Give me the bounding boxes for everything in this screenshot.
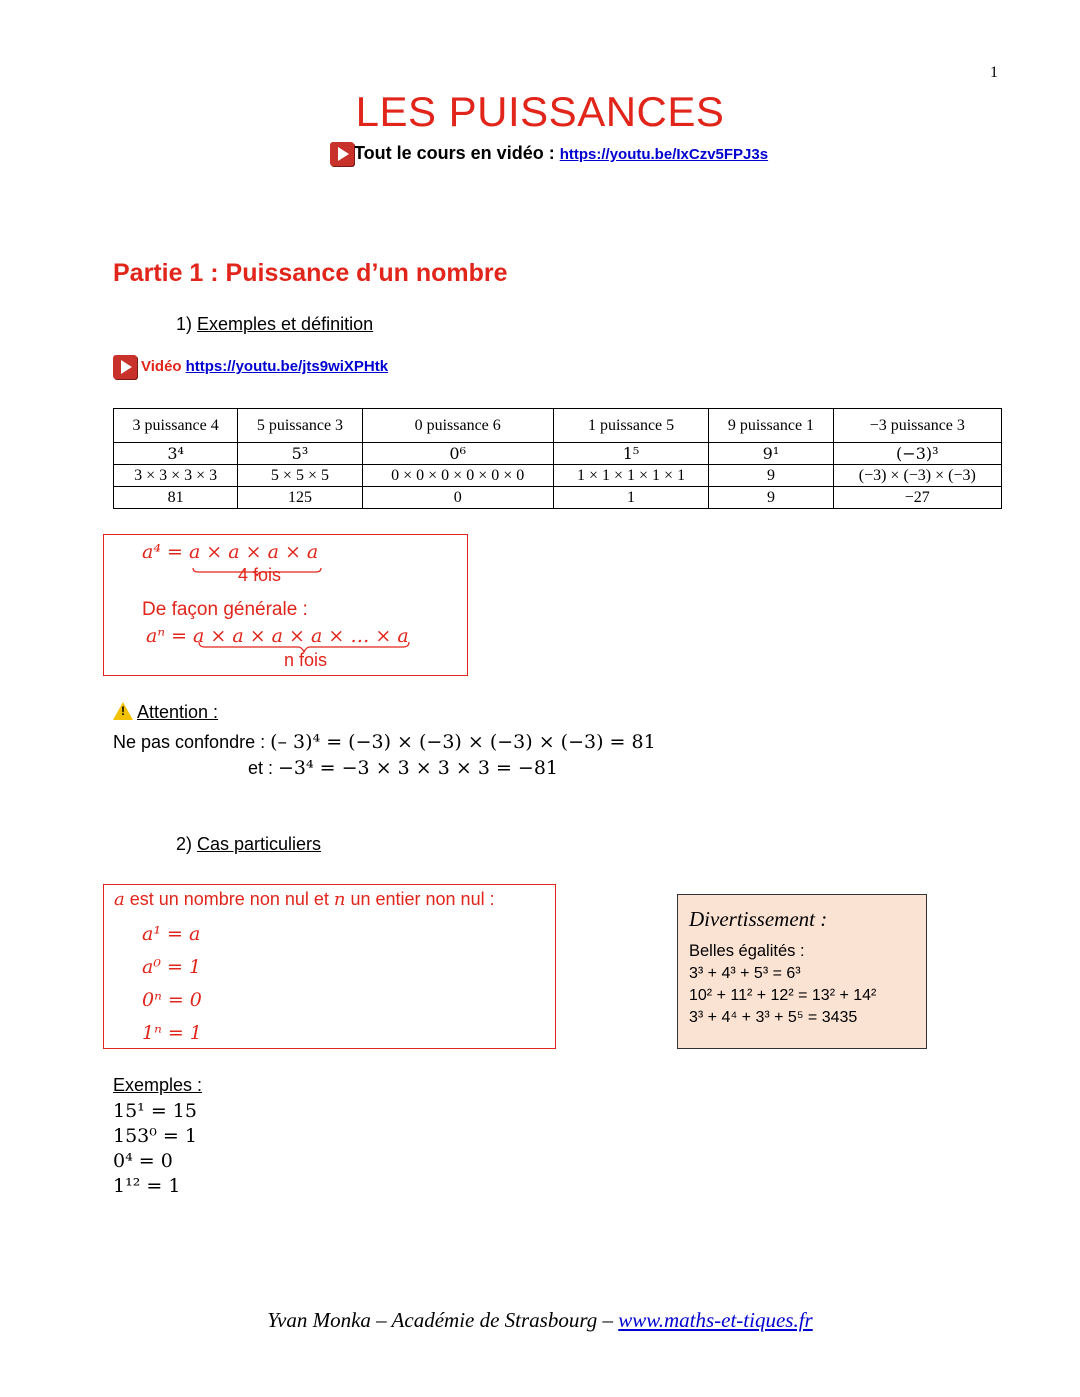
table-cell: 0 puissance 6 bbox=[362, 409, 553, 443]
table-cell: 9 bbox=[709, 487, 833, 509]
video-play-icon[interactable] bbox=[330, 142, 354, 166]
attention-line-2-label: et : bbox=[248, 758, 279, 778]
table-cell: 1 bbox=[553, 487, 709, 509]
definition-general-formula: aⁿ = a × a × a × a × … × a bbox=[146, 625, 409, 647]
video-link[interactable]: https://youtu.be/jts9wiXPHtk bbox=[185, 357, 389, 375]
var-n: n bbox=[333, 889, 346, 910]
attention-line-1-label: Ne pas confondre : bbox=[113, 732, 271, 752]
table-cell: 81 bbox=[114, 487, 238, 509]
divertissement-box bbox=[677, 894, 927, 1049]
powers-table bbox=[113, 408, 1002, 509]
rule-item: a⁰ = 1 bbox=[142, 956, 202, 978]
attention-heading bbox=[113, 702, 218, 723]
divertissement-subtitle: Belles égalités : bbox=[689, 942, 805, 960]
course-video-line bbox=[330, 142, 768, 166]
intro-mid: est un nombre non nul et bbox=[124, 889, 334, 909]
definition-example-count: 4 fois bbox=[238, 565, 282, 585]
table-cell: 5³ bbox=[238, 443, 362, 465]
attention-line-2 bbox=[248, 757, 558, 779]
table-row bbox=[114, 465, 1002, 487]
table-cell: 5 × 5 × 5 bbox=[238, 465, 362, 487]
attention-line-2-formula: −3⁴ = −3 × 3 × 3 × 3 = −81 bbox=[278, 757, 559, 779]
table-cell: (−3) × (−3) × (−3) bbox=[833, 465, 1001, 487]
table-row bbox=[114, 443, 1002, 465]
definition-general-label: De façon générale : bbox=[142, 599, 308, 620]
table-cell: 1 × 1 × 1 × 1 × 1 bbox=[553, 465, 709, 487]
part-1-heading: Partie 1 : Puissance d’un nombre bbox=[113, 259, 508, 287]
course-video-label: Tout le cours en vidéo : bbox=[354, 142, 560, 163]
footer bbox=[0, 1308, 1080, 1333]
definition-example-formula: a⁴ = a × a × a × a bbox=[142, 541, 319, 563]
table-cell: −27 bbox=[833, 487, 1001, 509]
rule-item: 0ⁿ = 0 bbox=[142, 989, 202, 1011]
table-cell: 9¹ bbox=[709, 443, 833, 465]
particular-cases-box bbox=[103, 884, 556, 1049]
section-2-heading bbox=[176, 834, 321, 855]
definition-general-count: n fois bbox=[284, 650, 328, 670]
attention-title: Attention : bbox=[137, 702, 219, 722]
table-cell: 3 puissance 4 bbox=[114, 409, 238, 443]
section-2-title: Cas particuliers bbox=[197, 834, 322, 854]
video-play-icon[interactable] bbox=[113, 355, 137, 379]
section-1-title: Exemples et définition bbox=[197, 314, 374, 334]
table-cell: 9 puissance 1 bbox=[709, 409, 833, 443]
video-line bbox=[113, 355, 388, 379]
table-cell: 0⁶ bbox=[362, 443, 553, 465]
table-row bbox=[114, 409, 1002, 443]
footer-text: Yvan Monka – Académie de Strasbourg – bbox=[267, 1308, 619, 1332]
footer-link[interactable]: www.maths-et-tiques.fr bbox=[618, 1308, 813, 1332]
section-1-heading bbox=[176, 314, 373, 335]
equality-item: 3³ + 4⁴ + 3³ + 5⁵ = 3435 bbox=[689, 1009, 858, 1026]
table-cell: 1 puissance 5 bbox=[553, 409, 709, 443]
divertissement-title: Divertissement : bbox=[689, 907, 828, 931]
example-item: 15¹ = 15 bbox=[113, 1100, 197, 1122]
table-cell: 3 × 3 × 3 × 3 bbox=[114, 465, 238, 487]
page-title: LES PUISSANCES bbox=[355, 88, 725, 135]
table-cell: 3⁴ bbox=[114, 443, 238, 465]
table-cell: 5 puissance 3 bbox=[238, 409, 362, 443]
rule-item: 1ⁿ = 1 bbox=[142, 1022, 202, 1044]
definition-box bbox=[103, 534, 468, 676]
table-row bbox=[114, 487, 1002, 509]
table-cell: −3 puissance 3 bbox=[833, 409, 1001, 443]
table-cell: 9 bbox=[709, 465, 833, 487]
attention-line-1-formula: (– 3)⁴ = (−3) × (−3) × (−3) × (−3) = 81 bbox=[270, 731, 656, 753]
table-cell: 0 bbox=[362, 487, 553, 509]
equality-item: 3³ + 4³ + 5³ = 6³ bbox=[689, 965, 801, 982]
attention-line-1 bbox=[113, 731, 656, 753]
section-2-number: 2) bbox=[176, 834, 198, 854]
table-cell: (−3)³ bbox=[833, 443, 1001, 465]
example-item: 153⁰ = 1 bbox=[113, 1125, 197, 1147]
rule-item: a¹ = a bbox=[142, 923, 201, 945]
table-cell: 125 bbox=[238, 487, 362, 509]
table-cell: 0 × 0 × 0 × 0 × 0 × 0 bbox=[362, 465, 553, 487]
examples-title: Exemples : bbox=[113, 1075, 203, 1095]
section-1-number: 1) bbox=[176, 314, 198, 334]
table-cell: 1⁵ bbox=[553, 443, 709, 465]
particular-intro bbox=[114, 889, 495, 910]
equality-item: 10² + 11² + 12² = 13² + 14² bbox=[689, 987, 877, 1004]
example-item: 1¹² = 1 bbox=[113, 1175, 181, 1197]
example-item: 0⁴ = 0 bbox=[113, 1150, 173, 1172]
page-number: 1 bbox=[990, 64, 998, 81]
var-a: a bbox=[114, 889, 125, 910]
warning-icon bbox=[113, 702, 133, 720]
video-label: Vidéo bbox=[141, 357, 182, 375]
course-video-link[interactable]: https://youtu.be/IxCzv5FPJ3s bbox=[559, 145, 769, 163]
intro-end: un entier non nul : bbox=[345, 889, 495, 909]
